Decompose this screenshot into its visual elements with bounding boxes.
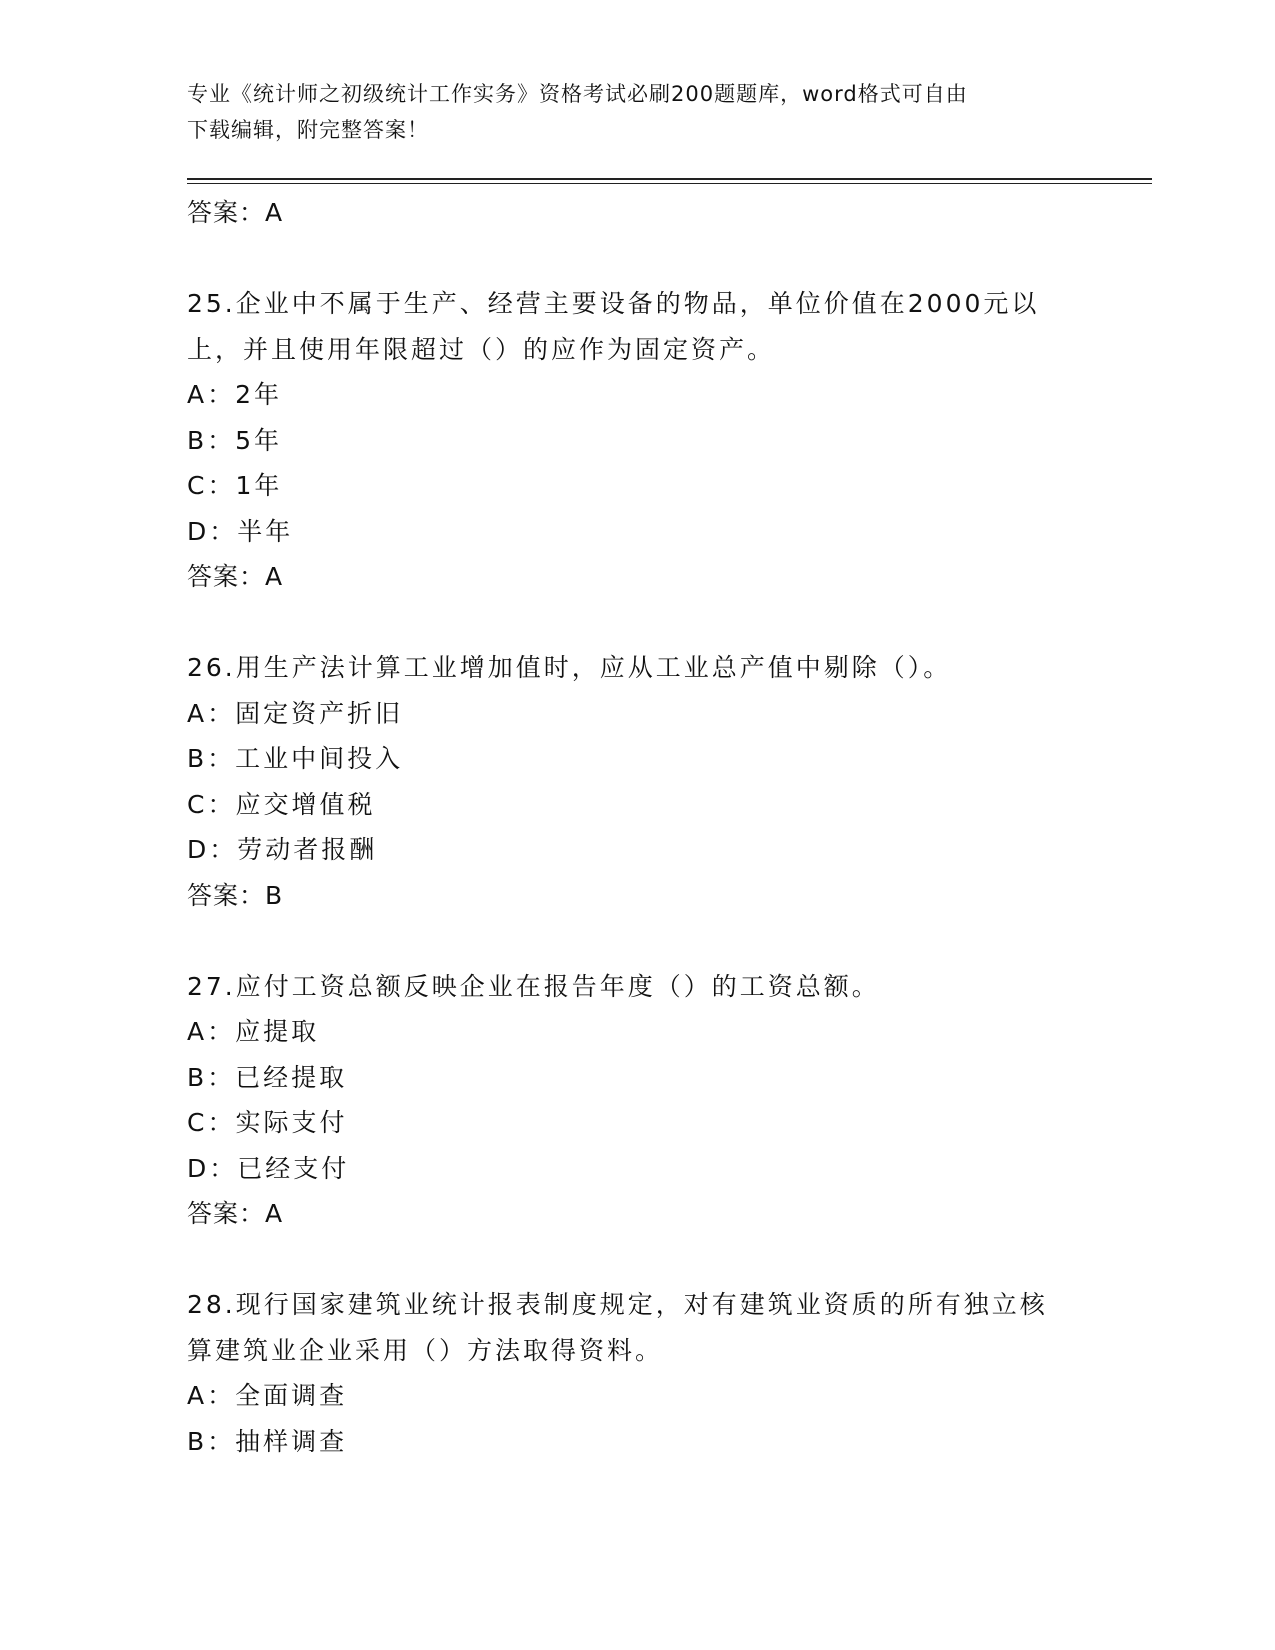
question-stem: 26.用生产法计算工业增加值时，应从工业总产值中剔除（）。 [187, 653, 952, 682]
document-header [187, 76, 1087, 148]
header-line-2: 下载编辑，附完整答案！ [187, 118, 429, 142]
option-d: D：已经支付 [187, 1153, 350, 1183]
option-b: B：抽样调查 [187, 1426, 348, 1456]
option-d: D：劳动者报酬 [187, 835, 378, 864]
answer-line: 答案：A [187, 198, 284, 227]
question-stem: 28.现行国家建筑业统计报表制度规定，对有建筑业资质的所有独立核 [187, 1290, 1048, 1319]
question-27 [187, 964, 1087, 1237]
option-b: B：5年 [187, 425, 283, 455]
option-c: C：实际支付 [187, 1108, 348, 1137]
option-c: C：应交增值税 [187, 789, 376, 819]
option-d: D：半年 [187, 516, 294, 546]
option-b: B：已经提取 [187, 1062, 348, 1092]
option-a: A：应提取 [187, 1017, 320, 1046]
option-a: A：2年 [187, 380, 283, 409]
question-28 [187, 1282, 1087, 1464]
spacer [187, 918, 1087, 964]
option-a: A：全面调查 [187, 1381, 348, 1410]
answer-line: 答案：A [187, 1199, 284, 1228]
question-stem: 算建筑业企业采用（）方法取得资料。 [187, 1335, 664, 1365]
spacer [187, 1237, 1087, 1283]
spacer [187, 236, 1087, 282]
question-stem: 上，并且使用年限超过（）的应作为固定资产。 [187, 334, 776, 364]
header-divider-thin [187, 183, 1152, 184]
spacer [187, 600, 1087, 646]
question-list [187, 190, 1087, 1464]
answer-line: 答案：B [187, 880, 284, 910]
answer-line: 答案：A [187, 562, 284, 591]
header-line-1: 专业《统计师之初级统计工作实务》资格考试必刷200题题库，word格式可自由 [187, 82, 968, 106]
option-c: C：1年 [187, 471, 283, 500]
option-b: B：工业中间投入 [187, 744, 404, 773]
question-stem: 27.应付工资总额反映企业在报告年度（）的工资总额。 [187, 971, 880, 1001]
question-26 [187, 645, 1087, 918]
question-25 [187, 281, 1087, 600]
option-a: A：固定资产折旧 [187, 698, 404, 728]
header-divider-thick [187, 178, 1152, 180]
question-stem: 25.企业中不属于生产、经营主要设备的物品，单位价值在2000元以 [187, 289, 1040, 318]
